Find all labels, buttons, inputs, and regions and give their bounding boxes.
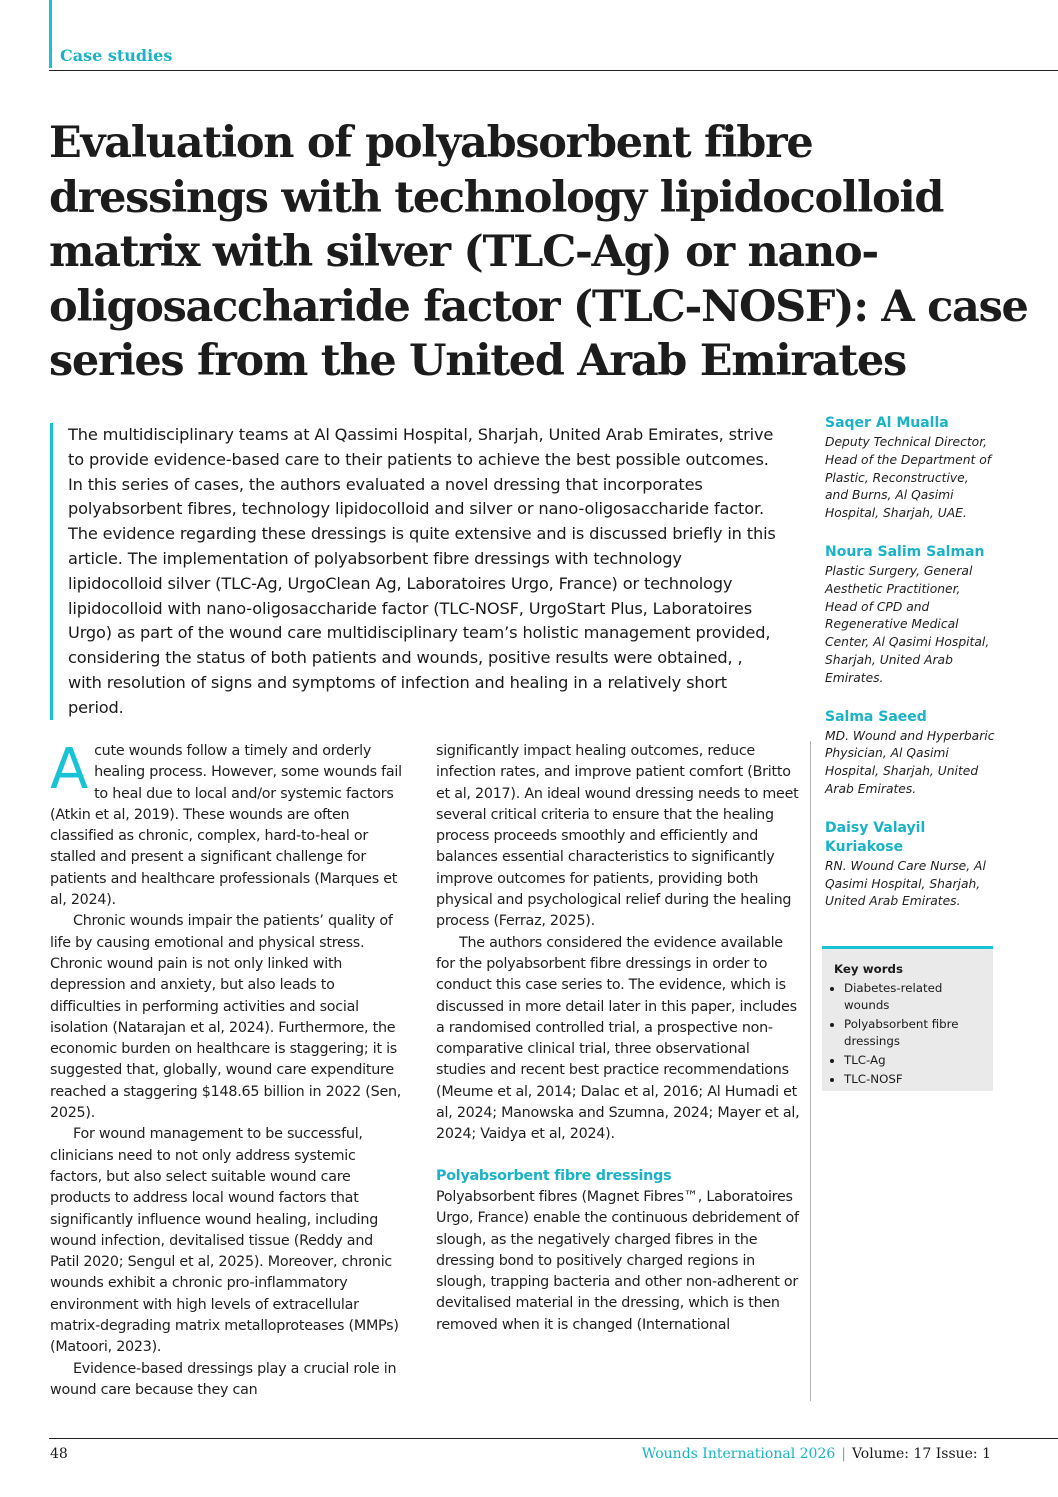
section-heading: Polyabsorbent fibre dressings [436, 1167, 672, 1184]
author-affiliation: MD. Wound and Hyperbaric Physician, Al Qasimi Hospital, Sharjah, United Arab Emirates. [825, 728, 995, 796]
column-divider [810, 741, 811, 1401]
author-entry [825, 819, 995, 911]
section-accent-bar [49, 0, 52, 68]
section-label: Case studies [60, 46, 173, 65]
author-name: Daisy Valayil Kuriakose [825, 819, 926, 855]
body-paragraph: Polyabsorbent fibres (Magnet Fibres™, Laboratoires Urgo, France) enable the continuous debridement of slough, as the negatively charged fibres in the dressing bond to positively charged regions in slough, trapping bacteria and other non-adherent or devitalised material in the dressing, which is then removed when it is changed (International [436, 1188, 799, 1333]
body-column-1 [50, 737, 406, 1401]
author-list [825, 414, 995, 931]
drop-cap: A [50, 737, 89, 802]
page-number: 48 [50, 1446, 68, 1462]
body-paragraph: For wound management to be successful, clinicians need to not only address systemic factors, but also select suitable wound care products to address local wound factors that significantly influence wound healing, including wound infection, devitalised tissue (Reddy and Patil 2020; Sengul et al, 2025). Moreover, chronic wounds exhibit a chronic pro-inflammatory environment with high levels of extracellular matrix-degrading matrix metalloproteases (MMPs) (Matoori, 2023). [50, 1126, 399, 1356]
keywords-box [822, 946, 993, 1091]
author-entry [825, 414, 995, 523]
body-paragraph-text: cute wounds follow a timely and orderly healing process. However, some wounds fail to heal due to local and/or systemic factors (Atkin et al, 2019). These wounds are often classified as chronic, complex, hard-to-heal or stalled and present a significant challenge for patients and healthcare professionals (Marques et al, 2024). [50, 743, 402, 909]
article-title: Evaluation of polyabsorbent fibre dressings with technology lipidocolloid matrix with silver (TLC-Ag) or nano-oligosaccharide factor (TLC-NOSF): A case series from the United Arab Emirates [49, 118, 1028, 386]
keywords-list [834, 980, 983, 1088]
body-paragraph: Chronic wounds impair the patients’ quality of life by causing emotional and physical stress. Chronic wound pain is not only linked with depression and anxiety, but also leads to difficulties in performing activities and social isolation (Natarajan et al, 2024). Furthermore, the economic burden on healthcare is staggering; it is suggested that, globally, wound care expenditure reached a staggering $148.65 billion in 2022 (Sen, 2025). [50, 913, 402, 1122]
author-affiliation: Deputy Technical Director, Head of the Department of Plastic, Reconstructive, and Burns, Al Qasimi Hospital, Sharjah, UAE. [825, 435, 992, 521]
body-paragraph: significantly impact healing outcomes, reduce infection rates, and improve patient comfort (Britto et al, 2017). An ideal wound dressing needs to meet several critical criteria to ensure that the healing process proceeds smoothly and efficiently and balances essential characteristics to significantly improve outcomes for patients, providing both physical and psychological relief during the healing process (Ferraz, 2025). [436, 743, 799, 930]
footer-separator: | [841, 1446, 846, 1462]
body-column-2 [436, 741, 800, 1336]
keyword-item: • Polyabsorbent fibre dressings [844, 1016, 983, 1050]
body-paragraph: Evidence-based dressings play a crucial role in wound care because they can [50, 1360, 397, 1398]
keyword-item: • TLC-Ag [844, 1052, 983, 1069]
keyword-item: • TLC-NOSF [844, 1071, 983, 1088]
body-paragraph: The authors considered the evidence available for the polyabsorbent fibre dressings in order to conduct this case series to. The evidence, which is discussed in more detail later in this paper, includes a randomised controlled trial, a prospective non-comparative clinical trial, three observational studies and recent best practice recommendations (Meume et al, 2014; Dalac et al, 2016; Al Humadi et al, 2024; Manowska and Szumna, 2024; Mayer et al, 2024; Vaidya et al, 2024). [436, 934, 800, 1143]
journal-name: Wounds International 2026 [641, 1446, 836, 1462]
header-rule [49, 70, 1058, 71]
abstract-text: The multidisciplinary teams at Al Qassimi Hospital, Sharjah, United Arab Emirates, strive to provide evidence-based care to their patients to achieve the best possible outcomes. In this series of cases, the authors evaluated a novel dressing that incorporates polyabsorbent fibres, technology lipidocolloid and silver or nano-oligosaccharide factor. The evidence regarding these dressings is quite extensive and is discussed briefly in this article. The implementation of polyabsorbent fibre dressings with technology lipidocolloid silver (TLC-Ag, UrgoClean Ag, Laboratoires Urgo, France) or technology lipidocolloid with nano-oligosaccharide factor (TLC-NOSF, UrgoStart Plus, Laboratoires Urgo) as part of the wound care multidisciplinary team’s holistic management provided, considering the status of both patients and wounds, positive results were obtained, , with resolution of signs and symptoms of infection and healing in a relatively short period. [68, 425, 776, 717]
volume-issue: Volume: 17 Issue: 1 [851, 1446, 991, 1462]
author-affiliation: RN. Wound Care Nurse, Al Qasimi Hospital, Sharjah, United Arab Emirates. [825, 858, 986, 909]
author-entry [825, 543, 995, 688]
abstract [50, 423, 780, 720]
footer-citation [642, 1446, 991, 1462]
author-name: Saqer Al Mualla [825, 415, 949, 431]
footer-rule [49, 1438, 1058, 1439]
keyword-item: • Diabetes-related wounds [844, 980, 983, 1014]
author-entry [825, 708, 995, 799]
author-name: Noura Salim Salman [825, 543, 985, 560]
author-affiliation: Plastic Surgery, General Aesthetic Practitioner, Head of CPD and Regenerative Medical Center, Al Qasimi Hospital, Sharjah, United Arab Emirates. [825, 563, 990, 685]
body-paragraph [50, 737, 406, 911]
author-name: Salma Saeed [825, 708, 927, 725]
keywords-title: Key words [834, 962, 904, 976]
